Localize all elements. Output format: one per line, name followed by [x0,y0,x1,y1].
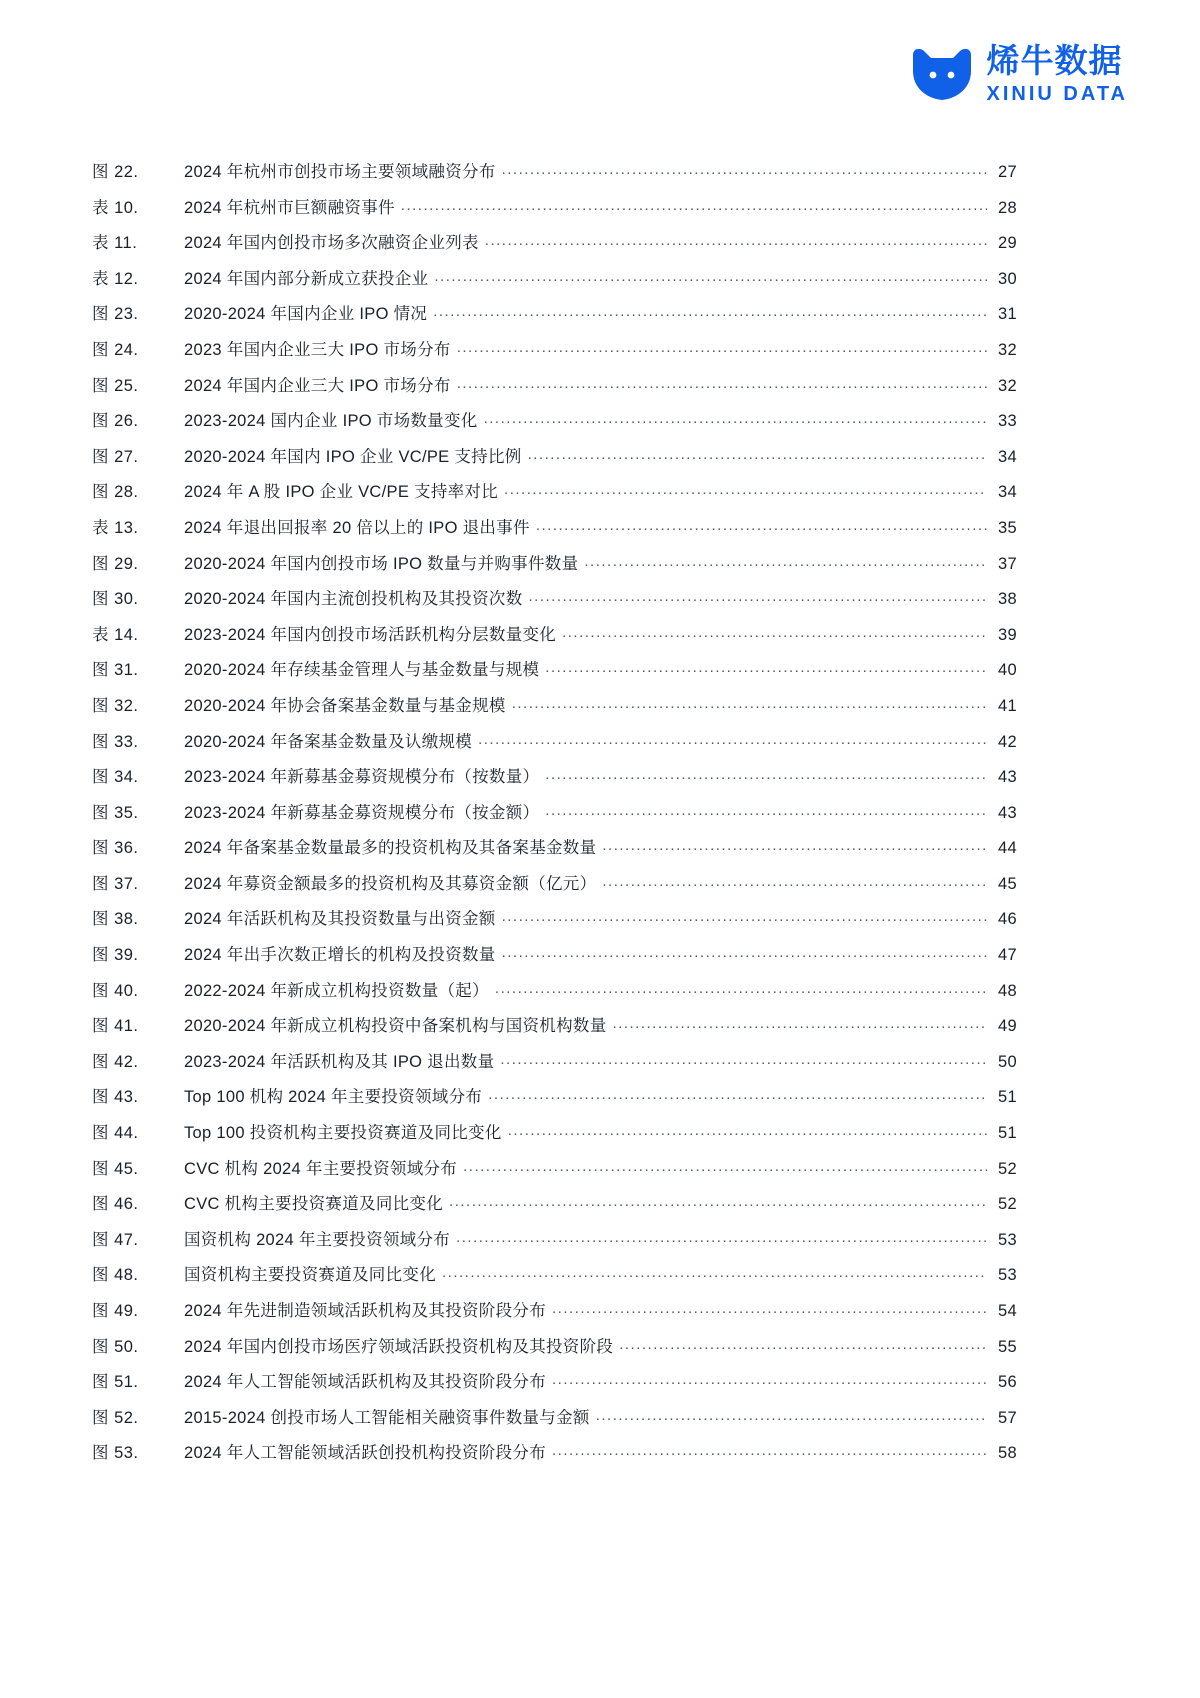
toc-entry[interactable] [92,478,1017,514]
toc-entry-label: 图 51. [92,1373,139,1392]
toc-entry-label: 图 53. [92,1444,139,1463]
toc-leader-dots [449,1193,987,1210]
toc-entry-label: 图 31. [92,661,139,680]
toc-entry-page: 54 [998,1302,1017,1320]
toc-leader-dots [552,1300,987,1317]
toc-entry[interactable] [92,1012,1017,1048]
toc-entry-title: 2023 年国内企业三大 IPO 市场分布 [184,340,451,359]
toc-entry-page: 56 [998,1373,1017,1392]
toc-entry-page: 44 [998,839,1017,858]
toc-entry-page: 34 [998,483,1017,502]
toc-entry[interactable] [92,550,1017,586]
toc-entry-label: 图 35. [92,803,139,822]
toc-entry[interactable] [92,799,1017,835]
toc-entry[interactable] [92,300,1017,336]
toc-leader-dots [613,1015,988,1032]
toc-entry-label: 图 40. [92,981,139,1000]
toc-entry-title: 2024 年先进制造领域活跃机构及其投资阶段分布 [184,1302,546,1320]
toc-entry-page: 53 [998,1230,1017,1249]
toc-entry-title: 2024 年人工智能领域活跃创投机构投资阶段分布 [184,1444,546,1463]
toc-entry-page: 51 [998,1124,1017,1143]
toc-entry[interactable] [92,158,1017,194]
toc-entry-page: 34 [998,447,1017,466]
toc-leader-dots [545,659,987,676]
toc-entry-page: 47 [998,946,1017,965]
toc-leader-dots [401,197,987,214]
toc-entry-page: 29 [998,234,1017,253]
toc-entry-title: 2024 年国内创投市场医疗领域活跃投资机构及其投资阶段 [184,1337,614,1356]
toc-entry-label: 图 36. [92,839,139,858]
toc-entry-title: 2023-2024 国内企业 IPO 市场数量变化 [184,412,478,431]
table-of-contents [92,158,1017,1475]
toc-entry-page: 43 [998,803,1017,822]
toc-entry-label: 图 23. [92,305,139,324]
toc-entry[interactable] [92,514,1017,550]
toc-entry[interactable] [92,905,1017,941]
toc-leader-dots [562,624,987,641]
toc-entry-label: 图 24. [92,340,139,359]
toc-entry[interactable] [92,1368,1017,1404]
toc-entry[interactable] [92,977,1017,1013]
toc-entry-page: 51 [998,1088,1017,1107]
toc-entry-label: 图 49. [92,1302,139,1320]
toc-entry-title: 2024 年人工智能领域活跃机构及其投资阶段分布 [184,1373,546,1392]
toc-entry-label: 图 45. [92,1159,139,1178]
toc-leader-dots [434,268,987,285]
toc-entry-page: 41 [998,696,1017,715]
toc-entry-title: 2020-2024 年备案基金数量及认缴规模 [184,732,473,751]
toc-leader-dots [456,1229,987,1246]
toc-entry[interactable] [92,870,1017,906]
toc-entry-page: 28 [998,198,1017,217]
toc-entry-page: 52 [998,1195,1017,1214]
toc-entry-label: 图 39. [92,946,139,965]
toc-entry-page: 43 [998,768,1017,787]
toc-entry-title: CVC 机构主要投资赛道及同比变化 [184,1195,444,1214]
toc-entry-title: 2024 年活跃机构及其投资数量与出资金额 [184,910,496,929]
toc-leader-dots [545,802,987,819]
toc-leader-dots [463,1158,987,1175]
toc-leader-dots [545,766,987,783]
toc-leader-dots [433,303,987,320]
toc-entry[interactable] [92,229,1017,265]
toc-entry-label: 图 52. [92,1408,139,1427]
toc-entry-label: 图 28. [92,483,139,502]
toc-leader-dots [457,375,987,392]
toc-entry-title: 2023-2024 年国内创投市场活跃机构分层数量变化 [184,625,557,644]
toc-entry[interactable] [92,1439,1017,1475]
toc-entry-page: 48 [998,981,1017,1000]
toc-entry[interactable] [92,692,1017,728]
toc-entry[interactable] [92,1226,1017,1262]
toc-entry-page: 30 [998,269,1017,288]
toc-leader-dots [484,410,987,427]
toc-entry-page: 27 [998,163,1017,181]
toc-entry[interactable] [92,1048,1017,1084]
toc-entry-title: 2015-2024 创投市场人工智能相关融资事件数量与金额 [184,1408,590,1427]
toc-entry-label: 图 34. [92,768,139,787]
toc-entry-label: 图 47. [92,1230,139,1249]
toc-entry-title: 2023-2024 年新募基金募资规模分布（按金额） [184,803,540,822]
toc-entry-label: 图 26. [92,412,139,431]
toc-entry-label: 表 10. [92,198,139,217]
toc-entry-title: 2024 年出手次数正增长的机构及投资数量 [184,946,496,965]
toc-entry-title: 2024 年国内部分新成立获投企业 [184,269,429,288]
toc-entry[interactable] [92,265,1017,301]
toc-entry-title: 2020-2024 年国内企业 IPO 情况 [184,305,428,324]
toc-entry-label: 表 12. [92,269,139,288]
toc-entry-title: 2024 年 A 股 IPO 企业 VC/PE 支持率对比 [184,483,499,502]
toc-entry-title: 2024 年国内创投市场多次融资企业列表 [184,234,479,253]
toc-entry-label: 图 38. [92,910,139,929]
toc-entry-title: 2024 年国内企业三大 IPO 市场分布 [184,376,451,395]
toc-entry-title: 2023-2024 年活跃机构及其 IPO 退出数量 [184,1052,495,1071]
toc-entry-page: 55 [998,1337,1017,1356]
toc-entry[interactable] [92,621,1017,657]
toc-entry-label: 图 29. [92,554,139,573]
toc-entry[interactable] [92,1261,1017,1297]
toc-entry-title: 2024 年杭州市巨额融资事件 [184,198,395,217]
toc-entry-label: 图 41. [92,1017,139,1036]
toc-entry-title: 2020-2024 年新成立机构投资中备案机构与国资机构数量 [184,1017,607,1036]
toc-entry-label: 图 42. [92,1052,139,1071]
toc-entry-title: 2023-2024 年新募基金募资规模分布（按数量） [184,768,540,787]
toc-leader-dots [584,553,987,570]
toc-entry-page: 39 [998,625,1017,644]
toc-entry[interactable] [92,941,1017,977]
toc-entry-title: 2020-2024 年存续基金管理人与基金数量与规模 [184,661,540,680]
toc-entry-page: 33 [998,412,1017,431]
toc-entry[interactable] [92,1190,1017,1226]
toc-entry[interactable] [92,1404,1017,1440]
toc-entry-label: 图 25. [92,376,139,395]
toc-entry-label: 图 27. [92,447,139,466]
toc-leader-dots [457,339,987,356]
toc-leader-dots [536,517,987,534]
toc-entry-label: 表 14. [92,625,139,644]
toc-entry-title: Top 100 投资机构主要投资赛道及同比变化 [184,1124,502,1143]
toc-entry-label: 图 43. [92,1088,139,1107]
toc-entry[interactable] [92,834,1017,870]
toc-leader-dots [442,1264,987,1281]
toc-entry-label: 图 50. [92,1337,139,1356]
toc-entry-title: 2024 年募资金额最多的投资机构及其募资金额（亿元） [184,874,597,893]
toc-entry-page: 53 [998,1266,1017,1285]
toc-entry[interactable] [92,656,1017,692]
toc-leader-dots [512,695,987,712]
toc-entry-title: 2024 年退出回报率 20 倍以上的 IPO 退出事件 [184,518,530,537]
toc-entry-title: 国资机构主要投资赛道及同比变化 [184,1266,436,1285]
toc-entry-label: 图 33. [92,732,139,751]
toc-entry-page: 38 [998,590,1017,609]
toc-entry[interactable] [92,1083,1017,1119]
toc-leader-dots [602,837,987,854]
toc-entry-page: 49 [998,1017,1017,1036]
toc-leader-dots [552,1442,987,1459]
toc-entry-title: 2022-2024 年新成立机构投资数量（起） [184,981,489,1000]
toc-leader-dots [478,731,987,748]
toc-entry[interactable] [92,585,1017,621]
toc-entry-title: CVC 机构 2024 年主要投资领域分布 [184,1159,458,1178]
toc-leader-dots [500,1051,987,1068]
toc-entry-label: 图 30. [92,590,139,609]
toc-entry-label: 图 37. [92,874,139,893]
toc-leader-dots [529,588,988,605]
toc-entry-label: 图 44. [92,1124,139,1143]
toc-entry-title: 2020-2024 年国内创投市场 IPO 数量与并购事件数量 [184,554,579,573]
toc-entry-page: 58 [998,1444,1017,1463]
toc-leader-dots [504,481,987,498]
toc-entry[interactable] [92,1155,1017,1191]
toc-entry-label: 图 48. [92,1266,139,1285]
toc-leader-dots [485,232,987,249]
brand-header [911,41,1128,105]
toc-entry-label: 图 32. [92,696,139,715]
toc-entry-title: 2020-2024 年协会备案基金数量与基金规模 [184,696,506,715]
toc-entry-page: 35 [998,518,1017,537]
toc-entry-label: 表 13. [92,518,139,537]
toc-leader-dots [488,1086,987,1103]
toc-entry[interactable] [92,407,1017,443]
toc-entry-label: 图 46. [92,1195,139,1214]
toc-entry[interactable] [92,763,1017,799]
toc-entry-page: 31 [998,305,1017,324]
brand-name-en: XINIU DATA [986,83,1128,105]
toc-leader-dots [502,908,987,925]
toc-entry-page: 45 [998,874,1017,893]
toc-entry-page: 42 [998,732,1017,751]
toc-entry-label: 表 11. [92,234,138,253]
toc-entry-page: 57 [998,1408,1017,1427]
toc-entry-title: 2020-2024 年国内主流创投机构及其投资次数 [184,590,523,609]
toc-entry-title: 2020-2024 年国内 IPO 企业 VC/PE 支持比例 [184,447,522,466]
toc-entry-title: Top 100 机构 2024 年主要投资领域分布 [184,1088,483,1107]
toc-entry-title: 2024 年杭州市创投市场主要领域融资分布 [184,163,496,181]
toc-entry[interactable] [92,194,1017,230]
xiniu-bull-logo-icon [911,45,973,103]
toc-entry-title: 2024 年备案基金数量最多的投资机构及其备案基金数量 [184,839,597,858]
toc-entry-page: 32 [998,376,1017,395]
toc-entry-page: 37 [998,554,1017,573]
toc-entry-page: 50 [998,1052,1017,1071]
toc-leader-dots [508,1122,987,1139]
toc-leader-dots [502,944,987,961]
toc-leader-dots [596,1407,987,1424]
toc-entry[interactable] [92,1297,1017,1333]
toc-leader-dots [602,873,987,890]
toc-entry-page: 40 [998,661,1017,680]
toc-leader-dots [495,980,987,997]
toc-leader-dots [552,1371,987,1388]
toc-entry-page: 52 [998,1159,1017,1178]
brand-wordmark [986,41,1128,105]
toc-leader-dots [502,161,987,178]
toc-entry-page: 46 [998,910,1017,929]
toc-leader-dots [619,1336,987,1353]
toc-entry[interactable] [92,1333,1017,1369]
toc-leader-dots [528,446,987,463]
toc-entry-label: 图 22. [92,163,139,181]
toc-entry[interactable] [92,443,1017,479]
toc-entry-title: 国资机构 2024 年主要投资领域分布 [184,1230,451,1249]
brand-name-cn: 烯牛数据 [986,41,1123,80]
toc-entry[interactable] [92,372,1017,408]
toc-entry[interactable] [92,728,1017,764]
toc-entry[interactable] [92,336,1017,372]
toc-entry-page: 32 [998,340,1017,359]
toc-entry[interactable] [92,1119,1017,1155]
